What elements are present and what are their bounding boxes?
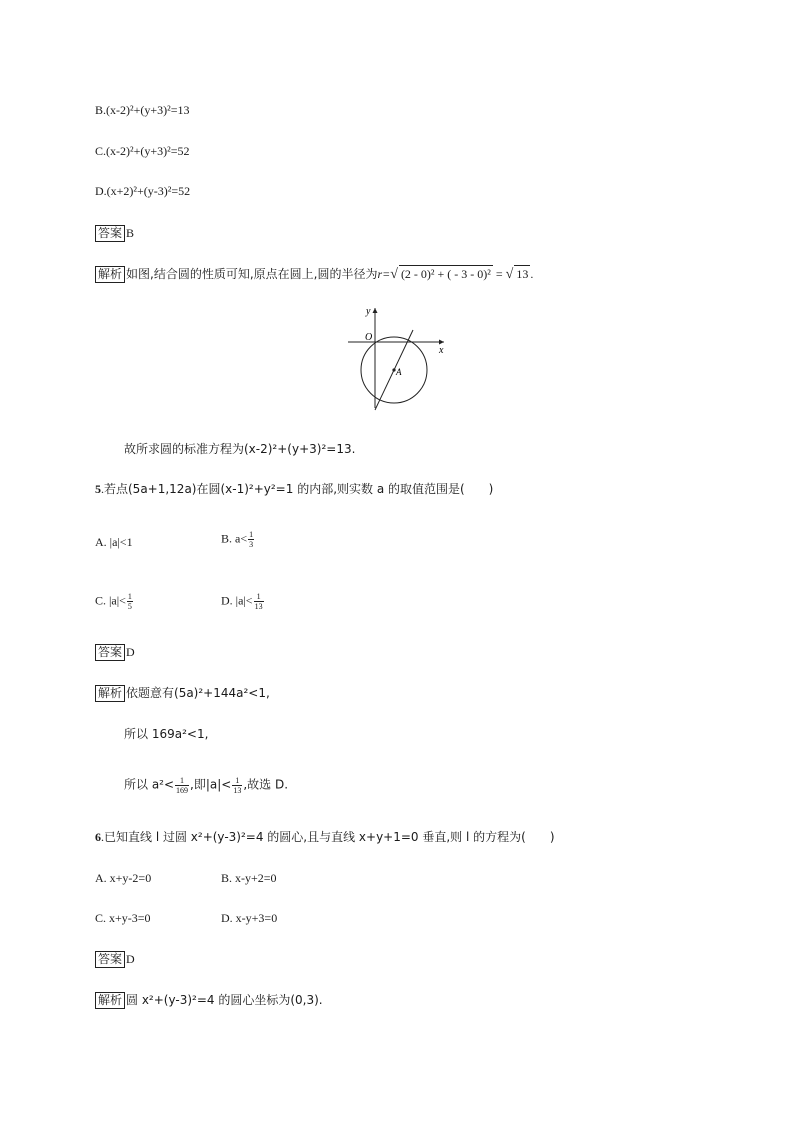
q6-option-d: D. x-y+3=0 — [221, 911, 278, 925]
q4-answer-line — [95, 225, 134, 242]
q6-option-b: B. x-y+2=0 — [221, 871, 277, 885]
q6-stem-text: 已知直线 l 过圆 x²+(y-3)²=4 的圆心,且与直线 x+y+1=0 垂直,则 l 的方程为( ) — [104, 830, 555, 844]
q4-conclusion: 故所求圆的标准方程为(x-2)²+(y+3)²=13. — [124, 442, 356, 456]
origin-label: O — [365, 332, 373, 343]
q5-stem: 5.若点(5a+1,12a)在圆(x-1)²+y²=1 的内部,则实数 a 的取值范围是( ) — [95, 482, 494, 496]
q5-number: 5 — [95, 482, 101, 496]
answer-tag: 答案 — [95, 225, 125, 242]
q4-radius-radicand: (2 - 0)² + ( - 3 - 0)² — [400, 267, 491, 281]
analysis-tag: 解析 — [95, 266, 125, 283]
analysis-tag: 解析 — [95, 685, 125, 702]
x-axis-label: x — [439, 345, 444, 356]
sqrt-sign-icon: √ — [390, 267, 398, 282]
y-axis-arrow-icon — [373, 308, 378, 313]
q6-analysis-line: 解析 圆 x²+(y-3)²=4 的圆心坐标为(0,3). — [95, 992, 323, 1009]
answer-tag: 答案 — [95, 951, 125, 968]
q5-analysis-line3: 所以 a²< $\frac{1}{169}$ ,即|a|< $\frac{1}{13}$ ,故选 D. — [124, 776, 289, 795]
sqrt-sign-icon: √ — [505, 267, 514, 282]
q5-option-b: B. a< $\frac{1}{3}$ — [221, 530, 254, 549]
q4-option-d: D.(x+2)²+(y-3)²=52 — [95, 184, 191, 198]
q5-answer: D — [126, 645, 135, 659]
answer-tag: 答案 — [95, 644, 125, 661]
q6-answer-line — [95, 951, 135, 968]
q5-option-a: A. |a|<1 — [95, 535, 133, 549]
q5-answer-line — [95, 644, 135, 661]
q6-option-a: A. x+y-2=0 — [95, 871, 152, 885]
q6-number: 6 — [95, 830, 101, 844]
q5-analysis-line1: 解析 依题意有(5a)²+144a²<1, — [95, 685, 270, 702]
analysis-tag: 解析 — [95, 992, 125, 1009]
q4-radius-result: 13 — [516, 267, 529, 281]
q6-option-c: C. x+y-3=0 — [95, 911, 151, 925]
q5-option-c: C. |a|< $\frac{1}{5}$ — [95, 592, 132, 611]
y-axis-label: y — [366, 306, 371, 317]
circle-figure — [340, 300, 455, 418]
q5-analysis-line2: 所以 169a²<1, — [124, 727, 209, 741]
q6-stem: 6.已知直线 l 过圆 x²+(y-3)²=4 的圆心,且与直线 x+y+1=0 垂直,则 l 的方程为( ) — [95, 830, 555, 844]
q4-radius-expr: r= — [377, 267, 391, 281]
q5-option-d: D. |a|< $\frac{1}{13}$ — [221, 592, 263, 611]
q4-option-b: B.(x-2)²+(y+3)²=13 — [95, 103, 190, 117]
x-axis-arrow-icon — [439, 340, 444, 345]
q5-stem-text: 若点(5a+1,12a)在圆(x-1)²+y²=1 的内部,则实数 a 的取值范围是( ) — [104, 482, 494, 496]
q4-option-c: C.(x-2)²+(y+3)²=52 — [95, 144, 190, 158]
q4-analysis-line: 解析 如图,结合圆的性质可知,原点在圆上,圆的半径为r=√ (2 - 0)² + ( - 3 - 0)² = √ 13 . — [95, 265, 533, 283]
q4-answer: B — [126, 226, 135, 240]
point-a-label: A — [396, 367, 402, 377]
q4-analysis-text: 如图,结合圆的性质可知,原点在圆上,圆的半径为 — [126, 267, 378, 281]
q6-answer: D — [126, 952, 135, 966]
